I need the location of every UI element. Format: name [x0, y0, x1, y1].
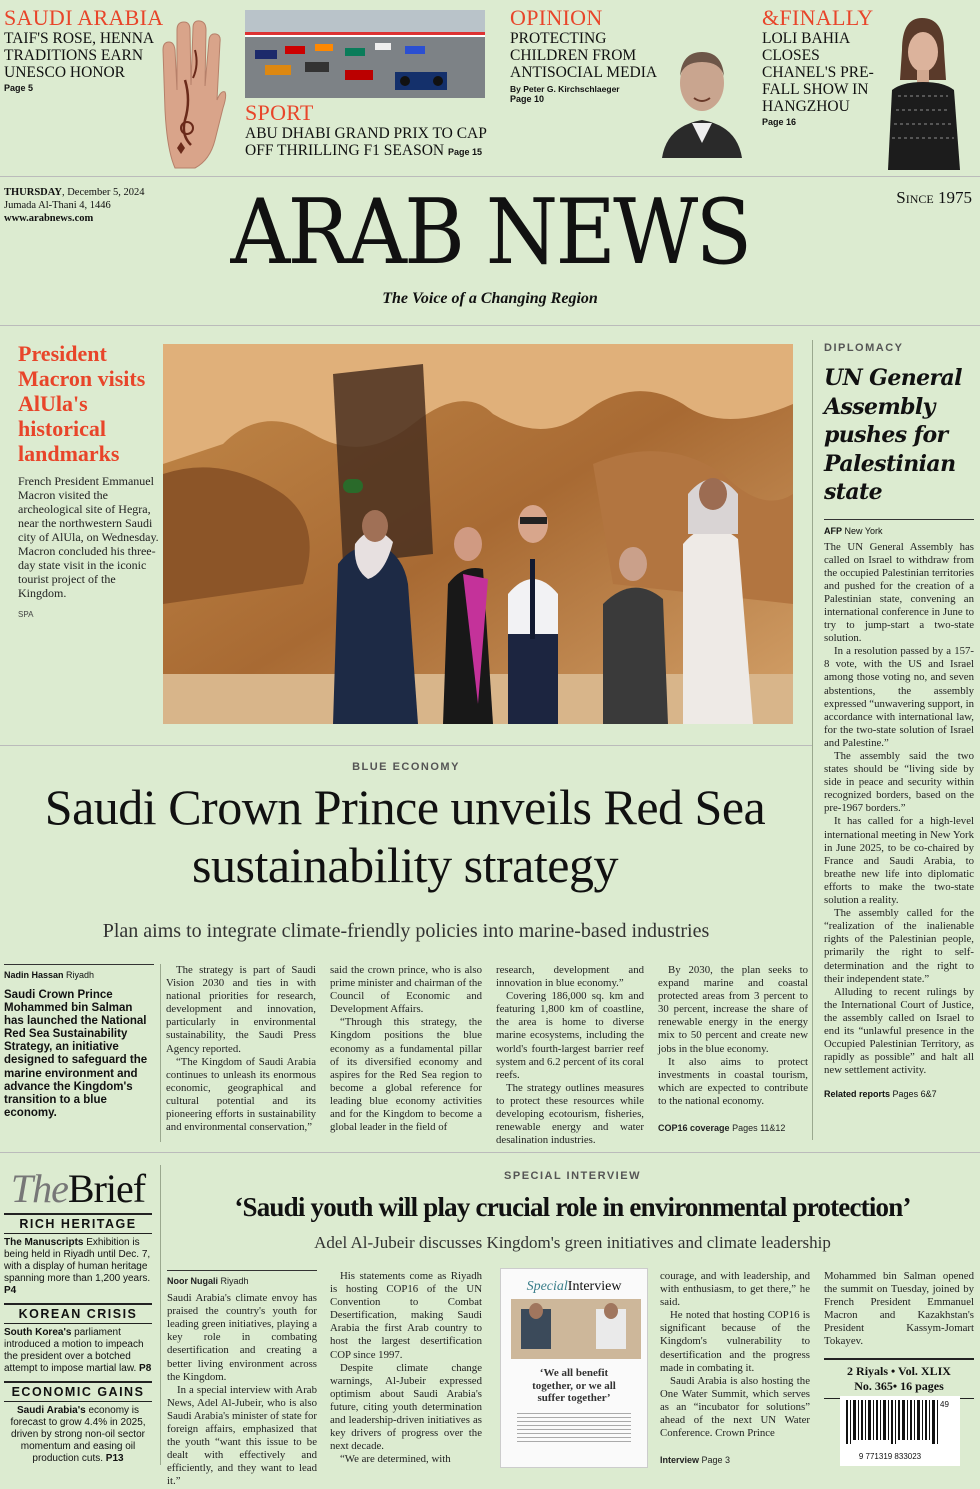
interview-thumbnail[interactable]	[500, 1268, 648, 1468]
brief-item[interactable]: The Manuscripts Exhibition is being held in Riyadh until Dec. 7, with a display of human heritage spanning more than 1,200 years. P4	[4, 1237, 151, 1296]
interview-col-3	[660, 1270, 810, 1467]
redsea-kicker: BLUE ECONOMY	[352, 761, 460, 773]
thumb-quote: ‘We all benefit together, or we all suffer together’	[532, 1367, 616, 1404]
redsea-col-1	[166, 964, 316, 1134]
brief-column	[4, 1165, 152, 1471]
redsea-para: research, development and innovation in blue economy.”	[496, 964, 644, 990]
interview-byline-place: Riyadh	[220, 1276, 249, 1286]
teaser-opinion-text: PROTECTING CHILDREN FROM ANTISOCIAL MEDIA	[510, 30, 658, 81]
alula-photo	[163, 344, 793, 724]
macron-body: French President Emmanuel Macron visited the archeological site of Hegra, near the northwestern Saudi city of AlUla, on Wednesday. Macron concluded his three-day state visit in the iconic tourist project of the Kingdom.	[18, 474, 159, 600]
un-para: It has called for a high-level international meeting in New York in June 2025, to be co-chaired by France and Saudi Arabia, to breathe new life into diplomatic efforts to make the two-state solution a reality.	[824, 815, 974, 907]
teaser-opinion-head: OPINION	[510, 5, 603, 30]
masthead-hijri: Jumada Al-Thani 4, 1446	[4, 200, 111, 211]
interview-col-1	[167, 1270, 317, 1489]
redsea-headline: Saudi Crown Prince unveils Red Sea sustainability strategy	[44, 779, 766, 893]
teaser-sport-text: ABU DHABI GRAND PRIX TO CAP OFF THRILLING F1 SEASON	[245, 125, 487, 159]
redsea-para: said the crown prince, who is also prime minister and chairman of the Council of Economic and Development Affairs.	[330, 964, 483, 1016]
un-byline-place: New York	[844, 525, 883, 536]
photo-credit: SPA	[18, 610, 34, 619]
barcode-number: 9 771319 833023	[858, 1452, 922, 1461]
interview-col-4	[824, 1270, 974, 1349]
redsea-para: It also aims to protect investments in coastal tourism, which are expected to contribute to the national economy.	[658, 1055, 808, 1107]
thumb-special: Special	[526, 1279, 568, 1294]
interview-subhead: Adel Al-Jubeir discusses Kingdom's green initiatives and climate leadership	[314, 1233, 831, 1252]
masthead-url[interactable]: www.arabnews.com	[4, 213, 94, 224]
cop16-link[interactable]: COP16 coverage Pages 11&12	[658, 1123, 786, 1134]
redsea-para: Covering 186,000 sq. km and featuring 1,800 km of coastline, the area is home to diverse marine ecosystems, including the world's fourth-largest barrier reef system and 6.2 percent of its coral reefs.	[496, 990, 644, 1081]
teaser-sport-page: Page 15	[447, 147, 482, 157]
redsea-byline-name: Nadin Hassan	[4, 970, 64, 980]
thumb-photo	[501, 1299, 648, 1359]
price-text: 2 Riyals • Vol. XLIX	[847, 1364, 951, 1378]
un-para: Alluding to recent rulings by the International Court of Justice, the assembly called on Israel to end its “unlawful presence in the Occupied Palestinian Territory, as rapidly as possible” and halt all new settlement activity.	[824, 985, 974, 1077]
thumb-interview: Interview	[567, 1279, 622, 1294]
teaser-opinion-byline: By Peter G. Kirchschlaeger	[510, 84, 620, 94]
interview-para: Saudi Arabia's climate envoy has praised the country's youth for leading green initiatives, playing a key role in combating desertification and creating a better living environment across the Kingdom.	[167, 1292, 317, 1383]
masthead-title: ARAB NEWS	[230, 180, 750, 285]
interview-para: In a special interview with Arab News, Adel Al-Jubeir, who is also Saudi Arabia's minister of state for foreign affairs, emphasized that the youth “want this issue to be dealt with effectively and efficiently, and they want to lead it.”	[167, 1383, 317, 1488]
teaser-opinion-page: Page 10	[510, 94, 545, 104]
f1-race-image	[245, 10, 485, 98]
interview-para: He noted that hosting COP16 is significant because of the Kingdom's vulnerability to desertification and the progress made in combating it.	[660, 1309, 810, 1374]
un-related-link[interactable]: Related reports Pages 6&7	[824, 1089, 937, 1100]
redsea-lede-col	[4, 964, 154, 1120]
un-kicker: DIPLOMACY	[824, 342, 904, 354]
redsea-col-4	[658, 964, 808, 1135]
masthead-date: , December 5, 2024	[61, 187, 145, 198]
interview-byline-name: Noor Nugali	[167, 1276, 218, 1286]
model-image	[862, 10, 974, 170]
teaser-sport-head: SPORT	[245, 100, 314, 125]
un-headline: UN General Assembly pushes for Palestinian state	[824, 365, 962, 505]
un-para: In a resolution passed by a 157-8 vote, with the US and Israel among those voting no, and seven abstentions, the assembly expressed “unwavering support, in accordance with international law, for the two-state solution of Israel and Palestine.”	[824, 645, 974, 749]
interview-para: Saudi Arabia is also hosting the One Water Summit, which serves as an “incubator for solutions” ahead of the next UN Water Conference. Crown Prince	[660, 1374, 810, 1440]
redsea-byline-place: Riyadh	[66, 970, 95, 980]
interview-para: Despite climate change warnings, Al-Jubeir expressed optimism about Saudi Arabia's future, citing youth determination and leadership-driven initiatives as key drivers of progress over the next decade.	[330, 1361, 482, 1453]
un-story[interactable]	[824, 342, 974, 1099]
un-body	[824, 541, 974, 1078]
brief-item[interactable]: Saudi Arabia's economy is forecast to grow 4.4% in 2025, driven by strong non-oil sector momentum and easing oil production cuts. P13	[10, 1405, 146, 1464]
interview-page-link[interactable]: Interview Page 3	[660, 1455, 731, 1466]
brief-heading: RICH HERITAGE	[4, 1213, 152, 1234]
masthead-tagline: The Voice of a Changing Region	[382, 290, 598, 307]
masthead-day: THURSDAY	[4, 187, 62, 198]
macron-story[interactable]	[18, 341, 160, 619]
masthead-since: Since 1975	[896, 188, 972, 207]
teaser-saudi-head: SAUDI ARABIA	[4, 5, 164, 30]
teaser-finally-page: Page 16	[762, 117, 797, 127]
interview-para: Mohammed bin Salman opened the summit on Tuesday, joined by French President Emmanuel Macron and Kazakhstan's President Kassym-Jomart Tokayev.	[824, 1270, 974, 1348]
interview-para: courage, and with leadership, and with enthusiasm, to get there,” he said.	[660, 1270, 810, 1309]
redsea-col-3	[496, 964, 644, 1147]
brief-heading: ECONOMIC GAINS	[4, 1381, 152, 1402]
interview-col-2	[330, 1270, 482, 1466]
teaser-saudi-text: TAIF'S ROSE, HENNA TRADITIONS EARN UNESCO HONOR	[4, 30, 154, 81]
redsea-para: By 2030, the plan seeks to expand marine and coastal protected areas from 3 percent to 30 percent, increase the share of renewable energy in the energy mix to 50 percent and create new jobs in the blue economy.	[658, 964, 808, 1055]
redsea-col-2	[330, 964, 482, 1134]
barcode-side-number: 49	[940, 1400, 949, 1409]
redsea-para: “Through this strategy, the Kingdom positions the blue economy as a fundamental pillar of its diversified economy and aspires for the Red Sea region to become a global reference for leading blue economy activities and for the Kingdom to become a global leader in the field of	[330, 1016, 482, 1134]
redsea-para: “The Kingdom of Saudi Arabia continues to unleash its enormous economic, geographical and cultural potential and its pioneering efforts in sustainability and environmental conservation,”	[166, 1055, 316, 1134]
redsea-lede: Saudi Crown Prince Mohammed bin Salman has launched the National Red Sea Sustainability Strategy, an initiative designed to safeguard the marine environment and advance the Kingdom's transition to a blue economy.	[4, 989, 148, 1119]
teaser-finally-text: LOLI BAHIA CLOSES CHANEL'S PRE-FALL SHOW IN HANGZHOU	[762, 30, 874, 115]
interview-headline: ‘Saudi youth will play crucial role in environmental protection’	[234, 1192, 911, 1222]
un-byline-name: AFP	[824, 525, 842, 536]
redsea-subhead: Plan aims to integrate climate-friendly policies into marine-based industries	[102, 920, 710, 942]
barcode	[840, 1396, 960, 1466]
macron-headline: President Macron visits AlUla's historical landmarks	[18, 341, 146, 466]
teaser-sport[interactable]	[245, 101, 490, 161]
un-para: The UN General Assembly has called on Israel to withdraw from the occupied Palestinian territories and pushed for the creation of a Palestinian state, convening an international conference in June to try to jump-start a two-state solution.	[824, 540, 974, 645]
teaser-opinion[interactable]	[510, 6, 685, 104]
interview-para: “We are determined, with	[340, 1453, 451, 1466]
teaser-finally-head: &FINALLY	[762, 5, 874, 30]
redsea-para: The strategy is part of Saudi Vision 2030 and ties in with national priorities for research, development and innovation, particularly in environmental sustainability, the Saudi Press Agency reported.	[166, 964, 316, 1055]
price-box	[824, 1358, 974, 1399]
un-para: The assembly called for the “realization of the inalienable rights of the Palestinian people, primarily the right to self-determination and the right to their independent state.”	[824, 907, 974, 985]
issue-text: No. 365• 16 pages	[854, 1379, 944, 1393]
henna-hand-image	[155, 20, 227, 170]
masthead-date-block	[4, 186, 174, 225]
teaser-saudi-page: Page 5	[4, 83, 34, 93]
interview-kicker: SPECIAL INTERVIEW	[504, 1170, 641, 1182]
brief-item[interactable]: South Korea's parliament introduced a motion to impeach the president over a botched attempt to impose martial law. P8	[4, 1327, 152, 1374]
interview-para: His statements come as Riyadh is hosting COP16 of the UN Convention to Combat Desertification, making Saudi Arabia the first Arab country to host the largest desertification COP since 1997.	[330, 1270, 482, 1361]
columnist-portrait	[662, 28, 742, 158]
brief-heading: KOREAN CRISIS	[4, 1303, 152, 1324]
redsea-para: The strategy outlines measures to protect these resources while developing ecotourism, fisheries, renewable energy and water desalination industries.	[496, 1081, 644, 1147]
un-para: The assembly said the two states should be “living side by side in peace and security within recognized borders, based on the pre-1967 borders.”	[824, 750, 974, 815]
brief-title: TheBrief	[10, 1166, 146, 1211]
